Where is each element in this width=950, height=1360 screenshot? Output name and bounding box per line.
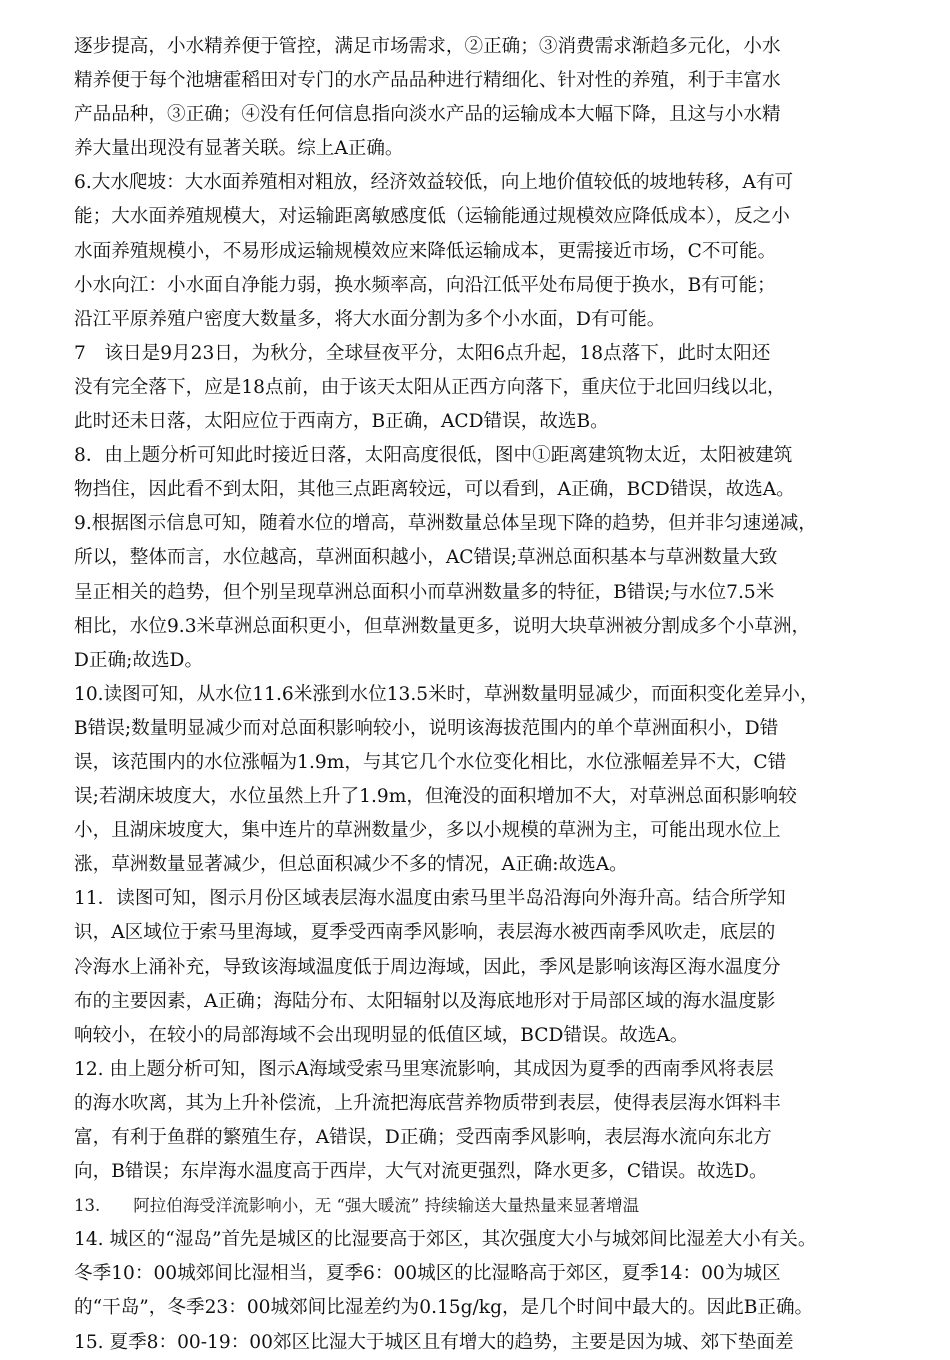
- text-line: 向，B错误；东岸海水温度高于西岸，大气对流更强烈，降水更多，C错误。故选D。: [74, 1161, 768, 1183]
- text-line: 8．由上题分析可知此时接近日落，太阳高度很低，图中①距离建筑物太近，太阳被建筑: [74, 445, 793, 467]
- text-line: 涨，草洲数量显著减少，但总面积减少不多的情况，A正确:故选A。: [74, 854, 628, 876]
- text-line: 11．读图可知，图示月份区域表层海水温度由索马里半岛沿海向外海升高。结合所学知: [74, 888, 786, 910]
- text-line: 精养便于每个池塘霍稻田对专门的水产品品种进行精细化、针对性的养殖，利于丰富水: [74, 70, 781, 92]
- text-line: 误;若湖床坡度大，水位虽然上升了1.9m，但淹没的面积增加不大，对草洲总面积影响较: [74, 786, 797, 808]
- text-line: 的海水吹离，其为上升补偿流，上升流把海底营养物质带到表层，使得表层海水饵料丰: [74, 1092, 781, 1114]
- text-line: 小水向江：小水面自净能力弱，换水频率高，向沿江低平处布局便于换水，B有可能；: [74, 274, 776, 296]
- text-line: 14. 城区的“湿岛”首先是城区的比湿要高于郊区，其次强度大小与城郊间比湿差大小有关。: [74, 1229, 817, 1251]
- text-line: B错误;数量明显减少而对总面积影响较小，说明该海拔范围内的单个草洲面积小，D错: [74, 717, 779, 739]
- text-line: 呈正相关的趋势，但个别呈现草洲总面积小而草洲数量多的特征，B错误;与水位7.5米: [74, 581, 775, 603]
- text-line: 10.读图可知，从水位11.6米涨到水位13.5米时，草洲数量明显减少，而面积变化差异小，: [74, 683, 819, 705]
- text-line: 此时还未日落，太阳应位于西南方，B正确，ACD错误，故选B。: [74, 411, 609, 433]
- text-line: 布的主要因素，A正确；海陆分布、太阳辐射以及海底地形对于局部区域的海水温度影: [74, 990, 776, 1012]
- text-line: 冷海水上涌补充，导致该海域温度低于周边海域，因此，季风是影响该海区海水温度分: [74, 956, 781, 978]
- answer-text-body: [74, 30, 878, 1360]
- text-line: 能；大水面养殖规模大，对运输距离敏感度低（运输能通过规模效应降低成本），反之小: [74, 206, 790, 228]
- text-line: 小，且湖床坡度大，集中连片的草洲数量少，多以小规模的草洲为主，可能出现水位上: [74, 820, 781, 842]
- text-line: 12. 由上题分析可知，图示A海域受索马里寒流影响，其成因为夏季的西南季风将表层: [74, 1058, 774, 1080]
- text-line: 响较小，在较小的局部海域不会出现明显的低值区域，BCD错误。故选A。: [74, 1024, 689, 1046]
- text-line: 没有完全落下，应是18点前，由于该天太阳从正西方向落下，重庆位于北回归线以北，: [74, 376, 786, 398]
- text-line: 15. 夏季8：00-19：00郊区比湿大于城区且有增大的趋势，主要是因为城、郊下垫面差: [74, 1331, 794, 1353]
- text-line: 的“干岛”，冬季23：00城郊间比湿差约为0.15g/kg，是几个时间中最大的。因此B正确。: [74, 1297, 814, 1319]
- text-line: 6.大水爬坡：大水面养殖相对粗放，经济效益较低，向上地价值较低的坡地转移，A有可: [74, 172, 794, 194]
- text-line: 物挡住，因此看不到太阳，其他三点距离较远，可以看到，A正确，BCD错误，故选A。: [74, 479, 795, 501]
- text-line: 沿江平原养殖户密度大数量多，将大水面分割为多个小水面，D有可能。: [74, 308, 666, 330]
- text-line: 冬季10：00城郊间比湿相当，夏季6：00城区的比湿略高于郊区，夏季14：00为城区: [74, 1263, 781, 1285]
- text-line: 产品品种，③正确；④没有任何信息指向淡水产品的运输成本大幅下降，且这与小水精: [74, 104, 781, 126]
- text-line: 7 该日是9月23日，为秋分，全球昼夜平分，太阳6点升起，18点落下，此时太阳还: [74, 342, 771, 364]
- text-line: D正确;故选D。: [74, 649, 204, 671]
- text-line: 13. 阿拉伯海受洋流影响小，无 “强大暖流” 持续输送大量热量来显著增温: [74, 1196, 640, 1216]
- text-line: 9.根据图示信息可知，随着水位的增高，草洲数量总体呈现下降的趋势，但并非匀速递减，: [74, 513, 817, 535]
- text-line: 养大量出现没有显著关联。综上A正确。: [74, 138, 404, 160]
- text-line: 误，该范围内的水位涨幅为1.9m，与其它几个水位变化相比，水位涨幅差异不大，C错: [74, 751, 787, 773]
- text-line: 水面养殖规模小，不易形成运输规模效应来降低运输成本，更需接近市场，C不可能。: [74, 240, 777, 262]
- text-line: 识，A区域位于索马里海域，夏季受西南季风影响，表层海水被西南季风吹走，底层的: [74, 922, 776, 944]
- text-line: 所以，整体而言，水位越高，草洲面积越小，AC错误;草洲总面积基本与草洲数量大致: [74, 547, 778, 569]
- text-line: 富，有利于鱼群的繁殖生存，A错误，D正确；受西南季风影响，表层海水流向东北方: [74, 1127, 772, 1148]
- text-line: 逐步提高，小水精养便于管控，满足市场需求，②正确；③消费需求渐趋多元化，小水: [74, 36, 781, 57]
- text-line: 相比，水位9.3米草洲总面积更小，但草洲数量更多，说明大块草洲被分割成多个小草洲，: [74, 615, 811, 637]
